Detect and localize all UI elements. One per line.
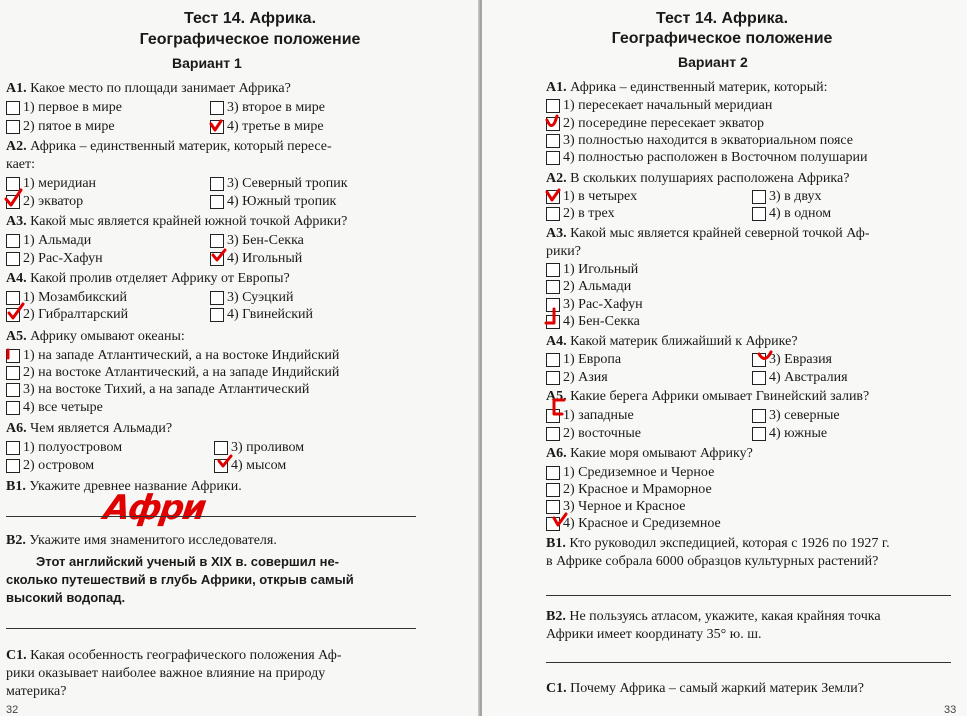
question-a3 (546, 225, 870, 242)
option-label: 4) в одном (769, 206, 832, 221)
option-label: 1) Европа (563, 352, 622, 367)
checkbox[interactable] (546, 353, 560, 367)
answer-option[interactable] (752, 407, 840, 424)
checkbox[interactable] (210, 101, 224, 115)
option-label: 4) Гвинейский (227, 307, 314, 322)
question-paragraph: сколько путешествий в глубь Африки, открыв самый (6, 572, 354, 587)
answer-option[interactable] (214, 439, 304, 456)
checkbox[interactable] (752, 353, 766, 367)
question-text: Чем является Альмади? (30, 421, 173, 436)
checkbox[interactable] (210, 195, 224, 209)
answer-option[interactable] (6, 381, 309, 398)
checkbox[interactable] (546, 99, 560, 113)
left-page (0, 0, 480, 716)
answer-option[interactable] (6, 289, 127, 306)
handwritten-answer: Афри (101, 488, 208, 528)
answer-option[interactable] (546, 278, 631, 295)
question-text: Какие берега Африки омывает Гвинейский залив? (570, 389, 870, 404)
option-label: 4) третье в мире (227, 119, 324, 134)
answer-option[interactable] (210, 232, 304, 249)
checkbox[interactable] (210, 252, 224, 266)
question-text: Какое место по площади занимает Африка? (30, 81, 291, 96)
question-a5 (6, 328, 185, 345)
question-text: В скольких полушариях расположена Африка? (570, 171, 850, 186)
question-text: Африку омывают океаны: (30, 329, 185, 344)
answer-option[interactable] (546, 188, 637, 205)
question-text-continued: рики оказывает наиболее важное влияние на природу (6, 666, 326, 681)
checkbox[interactable] (546, 151, 560, 165)
option-label: 1) Альмади (23, 233, 92, 248)
question-a6 (6, 420, 172, 437)
question-number: А3. (6, 214, 27, 229)
option-label: 4) Южный тропик (227, 194, 337, 209)
checkbox[interactable] (214, 459, 228, 473)
answer-option[interactable] (6, 175, 96, 192)
option-label: 4) мысом (231, 458, 287, 473)
question-text: Какие моря омывают Африку? (570, 446, 753, 461)
checkbox[interactable] (6, 120, 20, 134)
question-text: Укажите древнее название Африки. (29, 479, 242, 494)
answer-option[interactable] (546, 115, 764, 132)
option-label: 2) Альмади (563, 279, 632, 294)
option-label: 2) Красное и Мраморное (563, 482, 712, 497)
variant-label: Вариант 1 (172, 55, 242, 71)
question-text: Какой мыс является крайней южной точкой Африки? (30, 214, 348, 229)
option-label: 1) на западе Атлантический, а на востоке Индийский (23, 348, 340, 363)
option-label: 1) первое в мире (23, 100, 122, 115)
answer-option[interactable] (6, 118, 115, 135)
option-label: 2) Азия (563, 370, 608, 385)
option-label: 4) южные (769, 426, 828, 441)
option-label: 2) посередине пересекает экватор (563, 116, 764, 131)
option-label: 2) Рас-Хафун (23, 251, 103, 266)
answer-option[interactable] (210, 250, 302, 267)
checkbox[interactable] (6, 177, 20, 191)
answer-option[interactable] (546, 132, 853, 149)
question-a1 (6, 80, 291, 97)
checkbox[interactable] (210, 120, 224, 134)
question-a1 (546, 79, 828, 96)
question-text: Африка – единственный материк, который: (570, 80, 828, 95)
answer-option[interactable] (6, 193, 83, 210)
option-label: 1) меридиан (23, 176, 97, 191)
question-number: А1. (6, 81, 27, 96)
question-number: В2. (6, 533, 26, 548)
question-text: Какая особенность географического положения Аф- (30, 648, 342, 663)
question-number: А6. (546, 446, 567, 461)
checkbox[interactable] (546, 371, 560, 385)
question-paragraph: высокий водопад. (6, 590, 126, 605)
answer-option[interactable] (546, 205, 615, 222)
checkbox[interactable] (752, 207, 766, 221)
option-label: 1) Игольный (563, 262, 639, 277)
question-number: А5. (546, 389, 567, 404)
question-c1 (6, 647, 341, 664)
question-a3 (6, 213, 347, 230)
question-number: А2. (6, 139, 27, 154)
question-text: Кто руководил экспедицией, которая с 1926 по 1927 г. (569, 536, 890, 551)
checkbox[interactable] (6, 195, 20, 209)
option-label: 1) в четырех (563, 189, 638, 204)
answer-option[interactable] (6, 347, 339, 364)
answer-option[interactable] (752, 188, 822, 205)
question-number: А3. (546, 226, 567, 241)
question-number: В1. (546, 536, 566, 551)
checkbox[interactable] (6, 366, 20, 380)
checkbox[interactable] (546, 280, 560, 294)
checkbox[interactable] (6, 308, 20, 322)
option-label: 2) пятое в мире (23, 119, 115, 134)
question-text: Почему Африка – самый жаркий материк Земли? (570, 681, 864, 696)
option-label: 2) экватор (23, 194, 84, 209)
page-title: Тест 14. Африка. (183, 10, 317, 27)
answer-option[interactable] (6, 232, 91, 249)
answer-option[interactable] (546, 481, 712, 498)
answer-option[interactable] (210, 99, 325, 116)
checkbox[interactable] (546, 517, 560, 531)
answer-option[interactable] (752, 351, 832, 368)
checkbox[interactable] (546, 207, 560, 221)
question-a4 (6, 270, 290, 287)
option-label: 1) Средиземное и Черное (563, 465, 715, 480)
question-number: В2. (546, 609, 566, 624)
checkbox[interactable] (6, 291, 20, 305)
checkbox[interactable] (546, 263, 560, 277)
question-number: А5. (6, 329, 27, 344)
checkbox[interactable] (210, 291, 224, 305)
question-number: А4. (6, 271, 27, 286)
checkbox[interactable] (546, 315, 560, 329)
question-a5 (546, 388, 869, 405)
answer-option[interactable] (6, 364, 339, 381)
question-number: С1. (546, 681, 567, 696)
checkbox[interactable] (6, 401, 20, 415)
answer-option[interactable] (752, 205, 831, 222)
answer-option[interactable] (6, 399, 103, 416)
question-text-continued: кает: (6, 157, 36, 172)
question-number: С1. (6, 648, 27, 663)
page-number: 32 (6, 704, 19, 716)
option-label: 2) Гибралтарский (23, 307, 129, 322)
option-label: 4) все четыре (23, 400, 103, 415)
question-text-continued: материка? (6, 684, 67, 699)
option-label: 3) Северный тропик (227, 176, 348, 191)
option-label: 4) Игольный (227, 251, 303, 266)
option-label: 2) восточные (563, 426, 641, 441)
answer-option[interactable] (546, 261, 638, 278)
checkbox[interactable] (546, 483, 560, 497)
checkbox[interactable] (546, 427, 560, 441)
question-b2 (546, 608, 881, 625)
option-label: 4) Бен-Секка (563, 314, 640, 329)
page-subtitle: Географическое положение (611, 30, 833, 47)
answer-option[interactable] (210, 289, 293, 306)
answer-option[interactable] (546, 369, 608, 386)
option-label: 3) полностью находится в экваториальном поясе (563, 133, 853, 148)
question-number: А4. (546, 334, 567, 349)
answer-option[interactable] (546, 407, 634, 424)
option-label: 3) Рас-Хафун (563, 297, 643, 312)
page-title: Тест 14. Африка. (655, 10, 789, 27)
checkbox[interactable] (546, 298, 560, 312)
option-label: 2) в трех (563, 206, 615, 221)
checkbox[interactable] (6, 101, 20, 115)
answer-option[interactable] (6, 99, 122, 116)
question-b2 (6, 532, 277, 549)
question-c1 (546, 680, 864, 697)
option-label: 3) Бен-Секка (227, 233, 304, 248)
question-a6 (546, 445, 753, 462)
answer-line[interactable] (546, 595, 951, 596)
question-text: Не пользуясь атласом, укажите, какая крайняя точка (569, 609, 881, 624)
answer-option[interactable] (546, 464, 714, 481)
answer-option[interactable] (546, 313, 640, 330)
question-number: А1. (546, 80, 567, 95)
checkbox[interactable] (546, 409, 560, 423)
checkbox[interactable] (214, 441, 228, 455)
question-number: А6. (6, 421, 27, 436)
option-label: 3) Черное и Красное (563, 499, 686, 514)
checkbox[interactable] (546, 466, 560, 480)
option-label: 3) в двух (769, 189, 822, 204)
checkbox[interactable] (6, 383, 20, 397)
checkbox[interactable] (210, 308, 224, 322)
checkbox[interactable] (752, 190, 766, 204)
answer-option[interactable] (6, 250, 103, 267)
option-label: 1) западные (563, 408, 634, 423)
answer-option[interactable] (546, 425, 641, 442)
checkbox[interactable] (546, 190, 560, 204)
option-label: 1) Мозамбикский (23, 290, 127, 305)
question-text: Какой материк ближайший к Африке? (570, 334, 798, 349)
question-text: Какой мыс является крайней северной точкой Аф- (570, 226, 870, 241)
checkbox[interactable] (6, 349, 20, 363)
question-a2 (546, 170, 849, 187)
question-a2 (6, 138, 332, 155)
checkbox[interactable] (546, 117, 560, 131)
answer-option[interactable] (546, 498, 686, 515)
question-text-continued: в Африке собрала 6000 образцов культурных растений? (546, 554, 879, 569)
question-text: Африка – единственный материк, который пересе- (30, 139, 332, 154)
question-a4 (546, 333, 798, 350)
answer-option[interactable] (546, 296, 643, 313)
answer-line[interactable] (546, 662, 951, 663)
answer-line[interactable] (6, 628, 416, 629)
checkbox[interactable] (6, 252, 20, 266)
checkbox[interactable] (6, 441, 20, 455)
answer-option[interactable] (210, 175, 348, 192)
checkbox[interactable] (752, 427, 766, 441)
question-text-continued: рики? (546, 244, 581, 259)
page-number: 33 (944, 704, 957, 716)
option-label: 3) Евразия (769, 352, 832, 367)
question-b1 (546, 535, 890, 552)
option-label: 3) северные (769, 408, 840, 423)
question-number: В1. (6, 479, 26, 494)
answer-line[interactable] (6, 516, 416, 517)
answer-option[interactable] (210, 306, 313, 323)
answer-option[interactable] (546, 97, 772, 114)
checkbox[interactable] (546, 134, 560, 148)
checkbox[interactable] (210, 234, 224, 248)
right-page (482, 0, 967, 716)
answer-option[interactable] (546, 149, 868, 166)
question-text: Какой пролив отделяет Африку от Европы? (30, 271, 290, 286)
checkbox[interactable] (6, 234, 20, 248)
answer-option[interactable] (210, 193, 336, 210)
answer-option[interactable] (6, 457, 94, 474)
answer-option[interactable] (210, 118, 324, 135)
checkbox[interactable] (6, 459, 20, 473)
variant-label: Вариант 2 (678, 54, 748, 70)
checkbox[interactable] (752, 409, 766, 423)
answer-option[interactable] (546, 351, 621, 368)
question-text: Укажите имя знаменитого исследователя. (29, 533, 277, 548)
question-paragraph: Этот английский ученый в XIX в. совершил не- (36, 554, 340, 569)
checkbox[interactable] (752, 371, 766, 385)
question-text-continued: Африки имеет координату 35° ю. ш. (546, 627, 762, 642)
option-label: 2) на востоке Атлантический, а на западе Индийский (23, 365, 340, 380)
option-label: 3) второе в мире (227, 100, 325, 115)
answer-option[interactable] (6, 439, 122, 456)
option-label: 3) на востоке Тихий, а на западе Атлантический (23, 382, 310, 397)
question-number: А2. (546, 171, 567, 186)
checkbox[interactable] (210, 177, 224, 191)
option-label: 4) полностью расположен в Восточном полушарии (563, 150, 868, 165)
option-label: 1) полуостровом (23, 440, 123, 455)
option-label: 3) Суэцкий (227, 290, 294, 305)
checkbox[interactable] (546, 500, 560, 514)
answer-option[interactable] (752, 369, 848, 386)
answer-option[interactable] (752, 425, 827, 442)
option-label: 4) Австралия (769, 370, 848, 385)
option-label: 4) Красное и Средиземное (563, 516, 721, 531)
option-label: 2) островом (23, 458, 95, 473)
option-label: 3) проливом (231, 440, 305, 455)
page-subtitle: Географическое положение (139, 31, 361, 48)
answer-option[interactable] (546, 515, 721, 532)
answer-option[interactable] (214, 457, 286, 474)
answer-option[interactable] (6, 306, 128, 323)
option-label: 1) пересекает начальный меридиан (563, 98, 773, 113)
